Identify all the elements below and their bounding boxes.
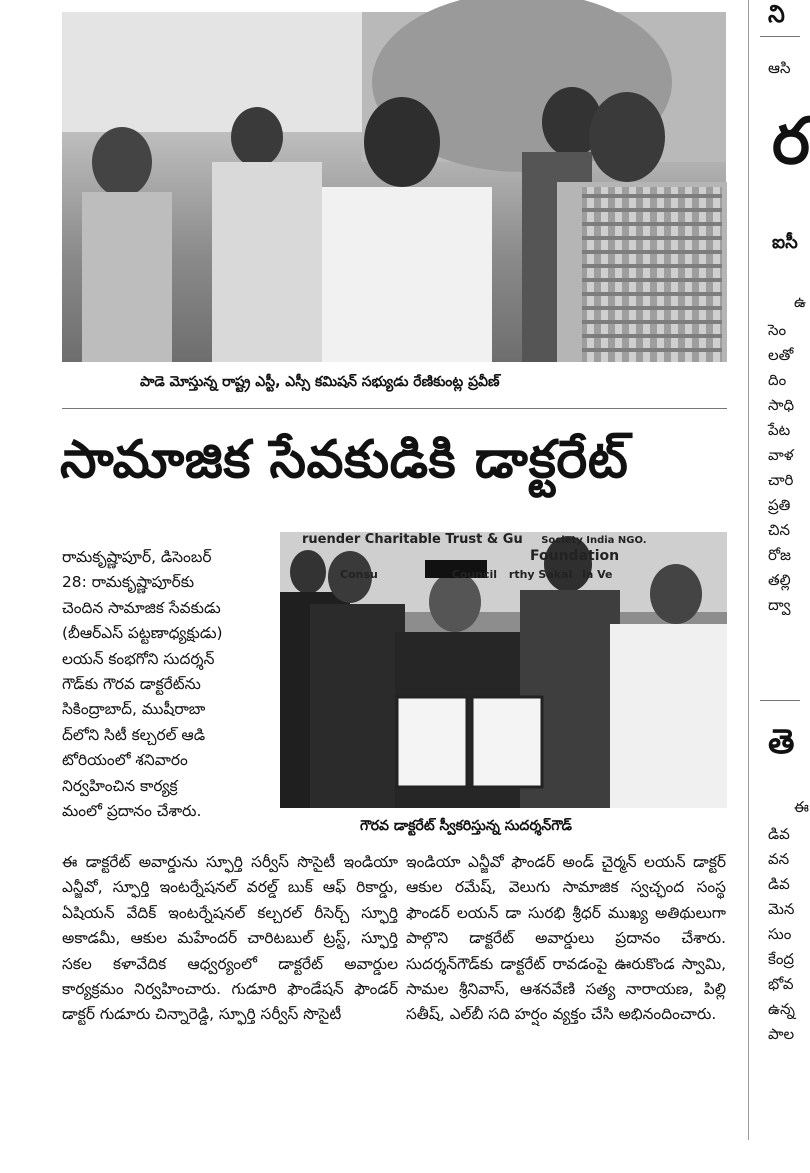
lead-line: (బీఆర్ఎస్ పట్టణాధ్యక్షుడు) <box>62 624 223 643</box>
sidebar-line: మెన <box>768 900 795 918</box>
article-body-right: ఇండియా ఎన్జీవో ఫౌండర్ అండ్ చైర్మన్ లయన్ డాక్టర్ ఆకుల రమేష్, వెలుగు సామాజిక స్వచ్ఛంద సంస్థ ఫౌండర్ లయన్ డా సురభి శ్రీధర్ ముఖ్య అతిథులుగా పాల్గొని డాక్టరేట్ అవార్డులు ప్రదానం చేశారు. సుదర్శన్‌గౌడ్‌కు డాక్టరేట్ రావడంపై ఊరుకొండ స్వామి, సామల శ్రీనివాస్, ఆశనవేణి సత్య నారాయణ, పిల్లి సతీష్, ఎల్‌బీ సది హర్షం వ్యక్తం చేసి అభినందించారు. <box>406 853 726 1024</box>
sidebar-line: డివ <box>768 825 790 843</box>
photo-caption-award: గౌరవ డాక్టరేట్ స్వీకరిస్తున్న సుదర్శన్‌గౌడ్ <box>360 818 572 834</box>
column-divider <box>748 0 749 1140</box>
banner-line: la Ve <box>582 568 613 581</box>
banner-line: Society India NGO. <box>541 535 647 546</box>
sidebar-line: తల్లి <box>768 571 791 589</box>
lead-line: 28: రామకృష్ణాపూర్‌కు <box>62 573 195 592</box>
sidebar-line: రోజ <box>768 546 792 564</box>
sidebar-line: డివ <box>768 875 790 893</box>
sidebar-dateline: ఆసి <box>768 59 791 77</box>
sidebar-text-block <box>768 822 795 1047</box>
sidebar-line: వాళ <box>768 446 794 464</box>
banner-line: rthy Sakal <box>508 568 573 581</box>
sidebar-line: కేంద్ర <box>768 950 795 968</box>
sidebar-line: చిన <box>768 521 791 539</box>
sidebar-text-block <box>784 290 806 315</box>
lead-line: సికింద్రాబాద్, ముషీరాబా <box>62 700 206 719</box>
article-headline: సామాజిక సేవకుడికి డాక్టరేట్ <box>60 430 629 490</box>
news-photo-funeral <box>62 12 726 362</box>
lead-line: నిర్వహించిన కార్యక్ర <box>62 776 178 795</box>
news-photo-award-ceremony <box>280 532 727 808</box>
lead-line: గౌడ్‌కు గౌరవ డాక్టరేట్‌ను <box>62 675 201 694</box>
lead-line: మంలో ప్రదానం చేశారు. <box>62 802 202 821</box>
banner-text <box>340 568 613 581</box>
photo-caption-funeral: పాడె మోస్తున్న రాష్ట్ర ఎస్టీ, ఎస్సీ కమిషన్ సభ్యుడు రేణికుంట్ల ప్రవీణ్ <box>140 374 500 390</box>
lead-line: లయన్ కంభగోని సుదర్శన్ <box>62 649 215 668</box>
banner-line: Council <box>451 568 498 581</box>
lead-line: చెందిన సామాజిక సేవకుడు <box>62 598 221 617</box>
sidebar-rule <box>760 700 800 701</box>
sidebar-line: ఉన్న <box>768 1000 795 1018</box>
banner-line: ruender Charitable Trust & Gu <box>302 532 523 547</box>
sidebar-line: ఉ <box>794 293 806 311</box>
sidebar-line: వన <box>768 850 790 868</box>
lead-line: టోరియంలో శనివారం <box>62 751 188 770</box>
banner-text: Foundation <box>530 548 620 564</box>
banner-line: Consu <box>340 568 378 581</box>
sidebar-line: సెం <box>768 321 787 339</box>
sidebar-line: లతో <box>768 346 794 364</box>
sidebar-line: సాధి <box>768 396 795 414</box>
sidebar-subheading: ఐసీ <box>772 232 798 253</box>
sidebar-line: ద్వా <box>768 596 791 614</box>
sidebar-rule <box>760 36 800 37</box>
funeral-scene-illustration <box>62 12 726 362</box>
banner-text <box>302 532 647 547</box>
sidebar-line: ఈ <box>794 798 809 816</box>
sidebar-line: భోవ <box>768 975 794 993</box>
article-body-left: ఈ డాక్టరేట్ అవార్డును స్ఫూర్తి సర్వీస్ సొసైటీ ఇండియా ఎన్జీవో, స్ఫూర్తి ఇంటర్నేషనల్ వరల్డ్ బుక్ ఆఫ్ రికార్డు, ఏషియన్ వేదిక్ ఇంటర్నేషనల్ కల్చరల్ రీసెర్చ్ స్ఫూర్తి అకాడమీ, ఆకుల మహేందర్ చారిటబుల్ ట్రస్ట్, స్ఫూర్తి సకల కళావేదిక ఆధ్వర్యంలో డాక్టరేట్ అవార్డుల కార్యక్రమం నిర్వహించారు. గుడూరి ఫౌండేషన్ ఫౌండర్ డాక్టర్ గుడూరు చిన్నారెడ్డి, స్ఫూర్తి సర్వీస్ సొసైటీ <box>62 853 398 1024</box>
sidebar-heading-fragment: ని <box>768 0 785 28</box>
sidebar-line: చారి <box>768 471 794 489</box>
lead-line: రామకృష్ణాపూర్, డిసెంబర్ <box>62 548 212 566</box>
sidebar-line: ప్రతి <box>768 496 791 514</box>
sidebar-line: పేట <box>768 421 791 439</box>
sidebar-text-block <box>784 795 809 820</box>
sidebar-text-block <box>768 318 794 618</box>
article-lead-column <box>62 545 272 824</box>
sidebar-big-letter-2: తె <box>768 722 795 762</box>
sidebar-line: దిం <box>768 371 787 389</box>
lead-line: ద్‌లోని సిటీ కల్చరల్ ఆడి <box>62 725 206 744</box>
sidebar-line: సుం <box>768 925 792 943</box>
sidebar-line: పాల <box>768 1025 795 1043</box>
sidebar-big-letter: ర <box>772 105 810 179</box>
divider-line <box>62 408 727 409</box>
